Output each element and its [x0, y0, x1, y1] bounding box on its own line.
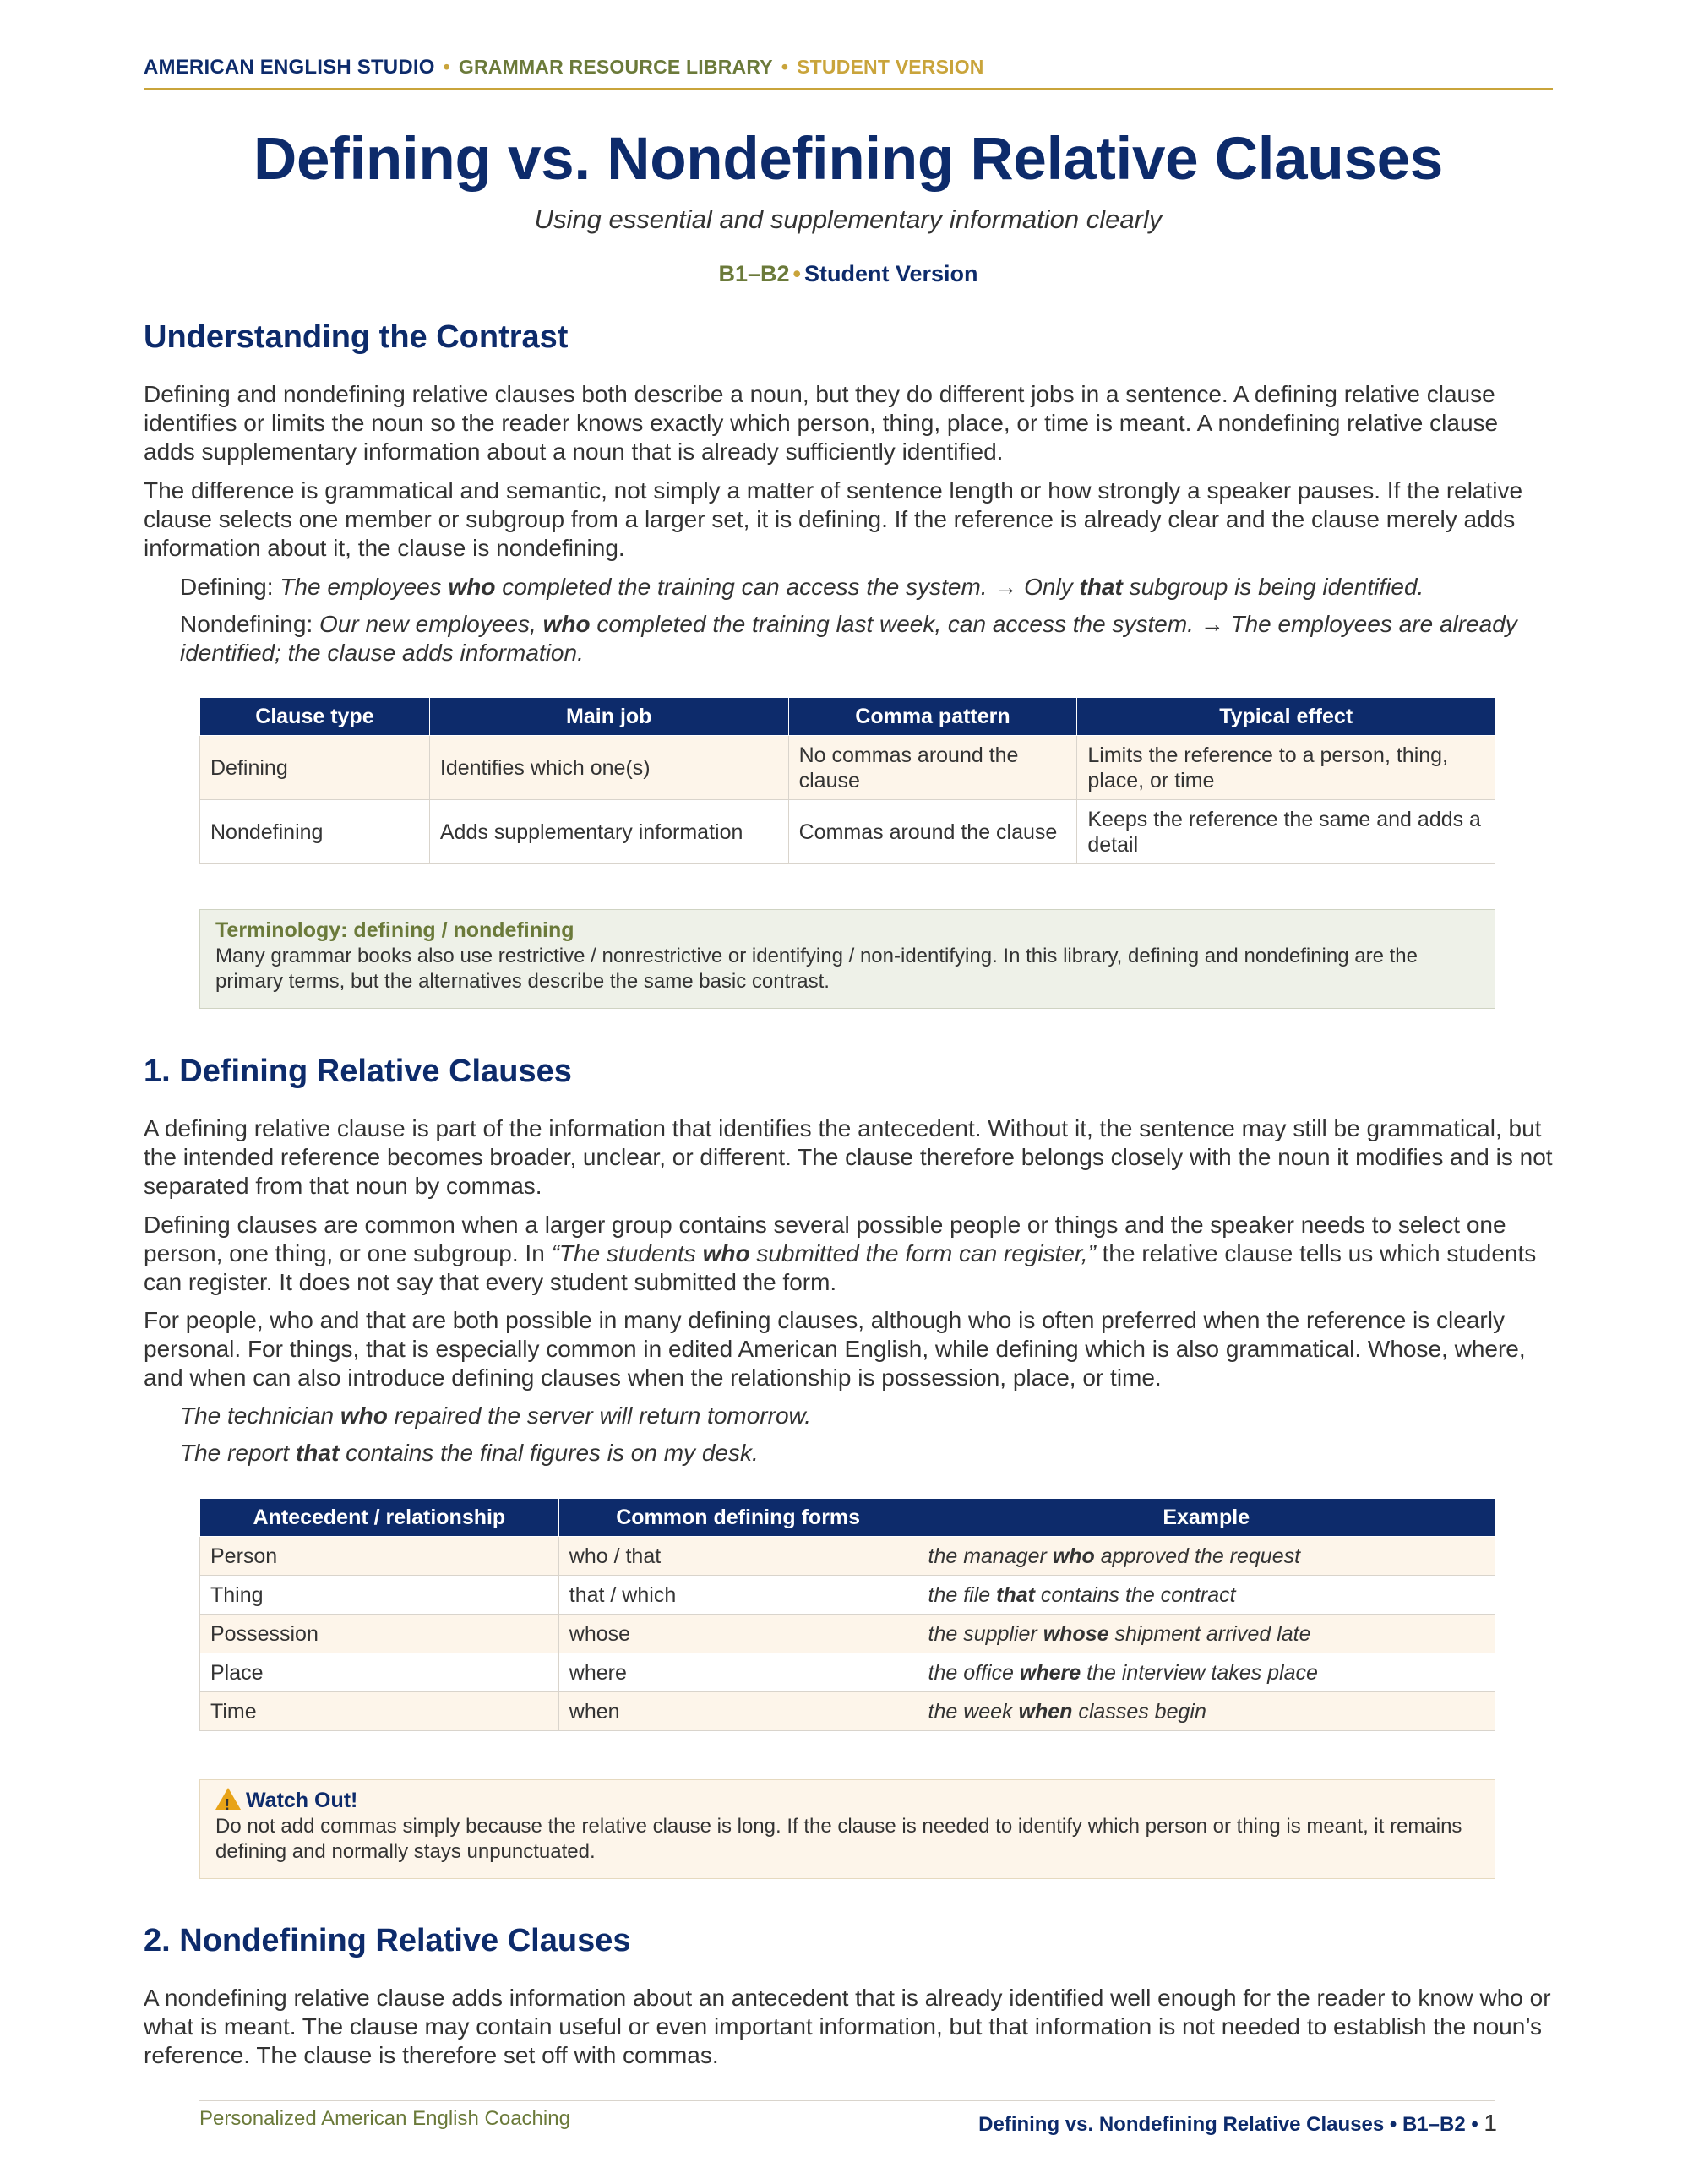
- header-version: STUDENT VERSION: [797, 56, 984, 78]
- example-text: the manager: [928, 1544, 1047, 1568]
- watch-out-body: Do not add commas simply because the relative clause is long. If the clause is needed to identify which person or thing is meant, it remains defining and normally stays unpunctuated.: [215, 1815, 1462, 1863]
- column-header: Antecedent / relationship: [200, 1499, 559, 1537]
- table-cell: whose: [558, 1615, 918, 1653]
- footer-title: Defining vs. Nondefining Relative Clauses • B1–B2 •: [978, 2113, 1478, 2136]
- table-cell: Adds supplementary information: [429, 800, 788, 864]
- example-keyword: that: [1079, 574, 1123, 600]
- table-cell: Possession: [200, 1615, 559, 1653]
- example-text: contains the contract: [1040, 1582, 1236, 1607]
- table-cell: Nondefining: [200, 800, 430, 864]
- example-text: completed the training can access the system. → Only: [502, 574, 1073, 600]
- example-keyword: who: [340, 1402, 388, 1429]
- table-header-row: [200, 1499, 1495, 1537]
- column-header: Comma pattern: [788, 698, 1077, 736]
- example-text: Our new employees,: [319, 611, 536, 637]
- column-header: Common defining forms: [558, 1499, 918, 1537]
- example-text: approved the request: [1100, 1544, 1301, 1568]
- example-text: the week: [928, 1699, 1013, 1724]
- table-cell: Keeps the reference the same and adds a detail: [1077, 800, 1495, 864]
- watch-out-box: [199, 1779, 1495, 1879]
- example-text: contains the final figures is on my desk.: [346, 1440, 759, 1466]
- table-cell: Limits the reference to a person, thing, place, or time: [1077, 736, 1495, 800]
- table-cell: Time: [200, 1692, 559, 1731]
- table-row: [200, 1576, 1495, 1615]
- example-text: the office: [928, 1660, 1014, 1685]
- defining-paragraph-1: A defining relative clause is part of the information that identifies the antecedent. Without it, the sentence may still be grammatical, but the intended reference becomes broader, unclear, or different. The clause therefore belongs closely with the noun it modifies and is not separated from that noun by commas.: [144, 1115, 1553, 1199]
- example-keyword: who: [542, 611, 591, 637]
- running-header: [144, 56, 1553, 79]
- contrast-table: [199, 697, 1495, 864]
- header-separator: •: [443, 56, 450, 78]
- header-studio: AMERICAN ENGLISH STUDIO: [144, 56, 435, 79]
- table-cell: Defining: [200, 736, 430, 800]
- example-text: the file: [928, 1582, 991, 1607]
- table-cell: Person: [200, 1537, 559, 1576]
- example-keyword: who: [1052, 1544, 1095, 1568]
- example-label: Nondefining:: [180, 611, 313, 637]
- table-row: [200, 736, 1495, 800]
- level-line: [144, 261, 1553, 287]
- footer-right: [978, 2110, 1497, 2137]
- intro-paragraph-2: The difference is grammatical and semantic, not simply a matter of sentence length or how strongly a speaker pauses. If the relative clause selects one member or subgroup from a larger set, it is defining. If the reference is already clear and the clause merely adds information about it, the clause is nondefining.: [144, 477, 1523, 561]
- quoted-example: submitted the form can register,”: [756, 1240, 1096, 1266]
- table-cell: [918, 1537, 1495, 1576]
- example-text: The technician: [180, 1402, 335, 1429]
- table-cell: who / that: [558, 1537, 918, 1576]
- section-heading-nondefining: 2. Nondefining Relative Clauses: [144, 1923, 631, 1958]
- example-text: repaired the server will return tomorrow.: [394, 1402, 811, 1429]
- defining-paragraph-2: [144, 1211, 1553, 1297]
- defining-forms-table: [199, 1498, 1495, 1731]
- table-cell: No commas around the clause: [788, 736, 1077, 800]
- column-header: Main job: [429, 698, 788, 736]
- page-title: Defining vs. Nondefining Relative Clauses: [253, 126, 1443, 193]
- page-subtitle: Using essential and supplementary information clearly: [534, 204, 1163, 234]
- example-label: Defining:: [180, 574, 274, 600]
- column-header: Typical effect: [1077, 698, 1495, 736]
- note-title: Terminology: defining / nondefining: [215, 918, 574, 942]
- header-library: GRAMMAR RESOURCE LIBRARY: [458, 56, 773, 78]
- example-keyword: when: [1018, 1699, 1073, 1724]
- quoted-example: “The students: [551, 1240, 696, 1266]
- example-nondefining: [180, 610, 1557, 667]
- example-keyword: who: [702, 1240, 750, 1266]
- note-body: Many grammar books also use restrictive / nonrestrictive or identifying / non-identifying. In this library, defining and nondefining are the primary terms, but the alternatives describe the same basic contrast.: [215, 945, 1418, 993]
- example-text: completed the training last week, can access the system. → The employees are already identified; the clause adds information.: [180, 611, 1517, 666]
- example-text: subgroup is being identified.: [1129, 574, 1424, 600]
- table-row: [200, 1615, 1495, 1653]
- example-text: the supplier: [928, 1621, 1037, 1646]
- terminology-note: [199, 909, 1495, 1009]
- header-rule: [144, 88, 1553, 90]
- table-cell: when: [558, 1692, 918, 1731]
- table-row: [200, 1537, 1495, 1576]
- example-text: classes begin: [1078, 1699, 1206, 1724]
- watch-out-title-row: [215, 1787, 1479, 1814]
- warning-icon: [215, 1788, 241, 1810]
- table-row: [200, 1653, 1495, 1692]
- example-defining: [180, 573, 1557, 602]
- paragraph-text: Defining clauses are common when a larger group contains several possible people or things and the speaker needs to select one person, one thing, or one subgroup. In: [144, 1212, 1506, 1266]
- table-row: [200, 1692, 1495, 1731]
- section-heading-defining: 1. Defining Relative Clauses: [144, 1054, 572, 1089]
- table-cell: [918, 1615, 1495, 1653]
- footer-left: Personalized American English Coaching: [199, 2107, 570, 2130]
- example-keyword: that: [295, 1440, 340, 1466]
- paragraph-text: the relative clause tells us which students can register. It does not say that every student submitted the form.: [144, 1240, 1537, 1295]
- example-text: The report: [180, 1440, 290, 1466]
- nondefining-paragraph-1: A nondefining relative clause adds information about an antecedent that is already identified well enough for the reader to know who or what is meant. The clause may contain useful or even important information, but that information is not needed to establish the noun’s reference. The clause is therefore set off with commas.: [144, 1985, 1551, 2068]
- example-sentence: [180, 1439, 1557, 1468]
- section-heading-contrast: Understanding the Contrast: [144, 319, 569, 355]
- example-text: the interview takes place: [1086, 1660, 1318, 1685]
- level-range: B1–B2: [718, 261, 790, 286]
- column-header: Clause type: [200, 698, 430, 736]
- column-header: Example: [918, 1499, 1495, 1537]
- table-row: [200, 800, 1495, 864]
- watch-out-title: Watch Out!: [246, 1789, 358, 1812]
- level-label: Student Version: [803, 261, 978, 286]
- table-cell: Identifies which one(s): [429, 736, 788, 800]
- table-cell: Thing: [200, 1576, 559, 1615]
- intro-paragraph-1: Defining and nondefining relative clauses both describe a noun, but they do different jobs in a sentence. A defining relative clause identifies or limits the noun so the reader knows exactly which person, thing, place, or time is meant. A nondefining relative clause adds supplementary information about a noun that is already sufficiently identified.: [144, 381, 1499, 465]
- table-cell: that / which: [558, 1576, 918, 1615]
- example-text: shipment arrived late: [1114, 1621, 1311, 1646]
- page-number: 1: [1484, 2110, 1497, 2136]
- table-cell: [918, 1692, 1495, 1731]
- table-cell: [918, 1576, 1495, 1615]
- table-cell: Place: [200, 1653, 559, 1692]
- table-cell: Commas around the clause: [788, 800, 1077, 864]
- example-keyword: that: [996, 1582, 1035, 1607]
- table-header-row: [200, 698, 1495, 736]
- header-separator: •: [781, 56, 789, 78]
- footer-rule: [199, 2100, 1495, 2101]
- example-keyword: who: [448, 574, 496, 600]
- table-cell: [918, 1653, 1495, 1692]
- example-keyword: whose: [1043, 1621, 1109, 1646]
- example-sentence: [180, 1402, 1557, 1430]
- example-text: The employees: [280, 574, 442, 600]
- defining-paragraph-3: For people, who and that are both possible in many defining clauses, although who is often preferred when the reference is clearly personal. For things, that is especially common in edited American English, while defining which is also grammatical. Whose, where, and when can also introduce defining clauses when the relationship is possession, place, or time.: [144, 1307, 1526, 1391]
- table-cell: where: [558, 1653, 918, 1692]
- example-keyword: where: [1019, 1660, 1081, 1685]
- level-bullet: •: [792, 261, 801, 286]
